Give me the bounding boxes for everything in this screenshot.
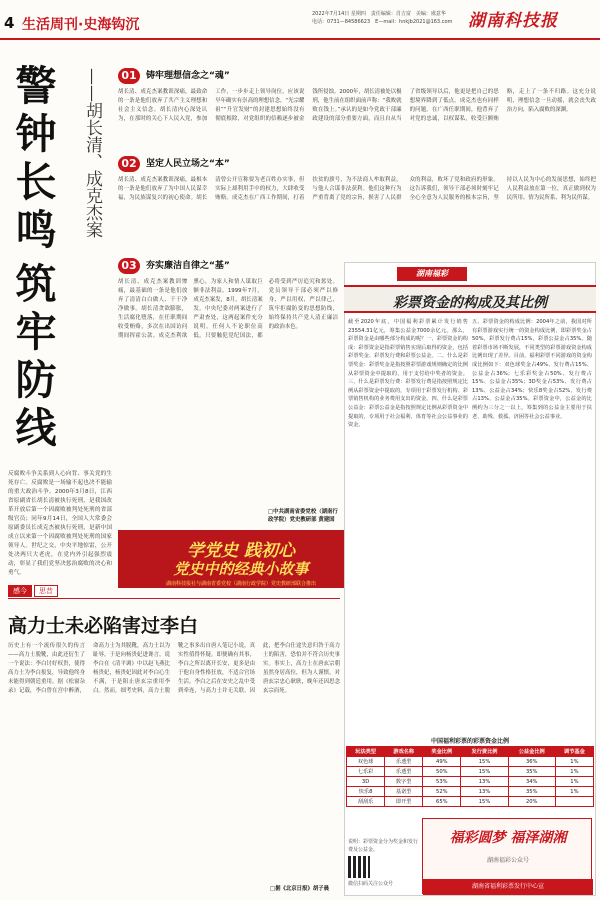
table-cell: 数字型 (385, 777, 423, 787)
pub-info-line-2: 电话：0731—84586623 E—mail：hnkjb2021@163.com (312, 19, 453, 25)
page-number: 4 (4, 14, 15, 32)
table-cell: 刮刮乐 (347, 797, 385, 807)
party-history-banner (118, 530, 364, 580)
newspaper-logo: 湖南科技报 (468, 11, 558, 31)
table-cell: 34% (508, 777, 555, 787)
headline-char: 筑 (15, 260, 57, 308)
section-03-bar (118, 258, 318, 274)
lottery-body-2: 五、彩票资金的构成比例：2004年之前，我国对所有彩票游戏实行统一的资金构成比例，即彩票奖金占50%，彩票发行费占15%，彩票公益金占35%。随着彩票市场不断发展，不同类型的彩票游戏资金构成比例出现了差异。目前，福利彩票不同游戏的资金构成比例如下：双色球奖金占49%、发行费占15%、公益金占36%；七乐彩奖金占50%、发行费占15%、公益金占35%；3D奖金占53%、发行费占13%、公益金占34%；快乐8奖金占52%、发行费占13%、公益金占35%。彩票资金中，公益金的比例约为三分之一以上，筹集到的公益金主要用于扶老、助残、救孤、济困等社会公益事业。 (472, 319, 592, 420)
table-cell: 1% (555, 787, 593, 797)
table-header: 发行费比例 (461, 747, 508, 757)
table-cell: 15% (461, 767, 508, 777)
section-01-bar (118, 68, 318, 84)
section-01-number: 01 (118, 68, 140, 84)
table-header-row (347, 747, 594, 757)
headline-char: 钟 (15, 110, 57, 158)
headline-char: 长 (15, 158, 57, 206)
ad-title: 福彩圆梦 福泽湖湘 (449, 830, 567, 846)
table-header: 游戏名称 (385, 747, 423, 757)
table-cell: 52% (423, 787, 461, 797)
section-02-number: 02 (118, 156, 140, 172)
lottery-logo: 湖南福彩 (397, 267, 467, 281)
table-cell: 50% (423, 767, 461, 777)
section-02-body: 胡长清、成克杰案教训深痛，最根本的一条是他们放弃了为中国人民谋幸福，为民族谋复兴的初心使命。胡长清曾公开宣称要为老百姓办实事，但实际上却利用手中的权力，大肆收受贿赂。成克杰在广西工作期间，打着扶贫的旗号，为不法商人牟取利益，与他人合谋非法获利。他们这种行为严重背离了党的宗旨，损害了人民群众的利益，败坏了党和政府的形象。这告诉我们，领导干部必须时刻牢记全心全意为人民服务的根本宗旨，坚持以人民为中心的发展思想，始终把人民利益放在第一位，真正做到权为民所用、情为民所系、利为民所谋。 (118, 177, 596, 201)
qr-code-icon[interactable] (348, 856, 370, 878)
table-cell: 乐透型 (385, 767, 423, 777)
publication-info (312, 10, 462, 26)
table-cell: 七乐彩 (347, 767, 385, 777)
essay-tag-1: 感今 (8, 585, 32, 597)
lottery-table-title: 中国福利彩票的彩票资金比例 (430, 738, 509, 745)
table-header: 奖金比例 (423, 747, 461, 757)
table-cell: 13% (461, 787, 508, 797)
table-row (347, 777, 594, 787)
section-title: 生活周刊·史海钩沉 (22, 17, 140, 33)
table-cell: 乐透型 (385, 757, 423, 767)
section-source: □中共湖南省委党校（湖南行政学院）党史教研部 黄建国 (268, 509, 338, 523)
table-cell: 49% (423, 757, 461, 767)
headline-char: 牢 (15, 308, 57, 356)
banner-line-1: 学党史 践初心 (187, 541, 295, 561)
table-row (347, 767, 594, 777)
lottery-title: 彩票资金的构成及其比例 (393, 295, 547, 311)
headline-char: 警 (15, 62, 57, 110)
table-row (347, 787, 594, 797)
banner-line-2: 党史中的经典小故事 (173, 560, 309, 578)
pub-info-line-1: 2022年7月14日 星期四 责任编辑：肖吉富 美编：虞意华 (312, 11, 446, 17)
essay-source: □据《北京日报》胡子晨 (270, 886, 329, 892)
section-03-number: 03 (118, 258, 140, 274)
section-01-body: 胡长清、成克杰案教训深痛，最致命的一条是他们放弃了共产主义理想和社会主义信念。胡长清内心深处认为，在那时的关心下人民入党，参加工作，一步步走上领导岗位，应该说早年确实有崇高的理想信念，“光宗耀祖”“升官发财”的封建思想始终没有彻底根除，对党组织的信赖逐步被金钱所侵蚀。2000年，胡长清被处以极刑，他生前在组织面前声称：“我败就败在钱上。”承认的是如今党政干部廉政建设的部分重要方面，而且自从当了省级领导以后，他更是把自己的思想境界降到了低点。成克杰也有同样的问题。在广西任职期间，他背弃了对党的忠诚，以权谋私，收受巨额贿赂，走上了一条不归路。这充分说明，理想信念一旦动摇，就会丧失政治方向，陷入腐败的深渊。 (118, 89, 596, 122)
table-cell: 20% (508, 797, 555, 807)
table-cell: 35% (508, 767, 555, 777)
table-header: 玩法类型 (347, 747, 385, 757)
table-cell: 1% (555, 767, 593, 777)
headline-char: 鸣 (15, 206, 57, 254)
headline-part-1 (8, 62, 64, 254)
section-02-title: 坚定人民立场之“本” (146, 159, 230, 169)
banner-caption: 湖南科技报社与湖南省委党校（湖南行政学院）党史教研部联合推出 (118, 580, 364, 588)
section-01-title: 铸牢理想信念之“魂” (146, 71, 230, 81)
table-header: 公益金比例 (508, 747, 555, 757)
table-cell: 3D (347, 777, 385, 787)
essay-title: 高力士未必陷害过李白 (8, 615, 199, 637)
essay-body: 历史上有一个流传很久的传言——高力士脱靴，由此还衍生了一个说法：李白讨好权贵，使得高力士为李白报复，导致他终身未能得到朝廷重用。据《松窗杂录》记载，李白曾在宫中醉酒，命高力士为其脱靴，高力士以为耻辱，于是向杨贵妃进谗言，说李白在《清平调》中以赵飞燕比杨贵妃，杨贵妃因此对李白心生不满，于是阻止唐玄宗重用李白。然而，细考史料，高力士脱靴之事多出自唐人笔记小说，真实性值得怀疑。即便确有其事，李白之所以离开长安，更多是由于他自身性格狂放，不适合官场生活。李白之后在安史之乱中受到牵连，与高力士并无关联。因此，把李白仕途失意归咎于高力士的陷害，恐怕并不符合历史事实。事实上，高力士在唐玄宗朝虽然身居高位，但为人谨慎，对唐玄宗忠心耿耿，晚年还因思念玄宗而死。 (8, 643, 340, 694)
table-cell: 即开型 (385, 797, 423, 807)
table-cell: 1% (555, 757, 593, 767)
table-cell (555, 797, 593, 807)
table-cell: 快乐8 (347, 787, 385, 797)
table-header: 调节基金 (555, 747, 593, 757)
lottery-title-bar (344, 285, 596, 313)
table-cell: 36% (508, 757, 555, 767)
headline-byline: ——胡长清、成克杰案 (82, 68, 102, 238)
table-cell: 15% (461, 757, 508, 767)
lead-paragraph: 反腐败斗争关系到人心向背、事关党的生死存亡。反腐败是一场输不起也决不能输的重大政治斗争。2000年3月8日，江西省原副省长胡长清被执行死刑，是我国改革开放后第一个因腐败被判处死刑的省部级官员；同年9月14日，全国人大常委会原副委员长成克杰被执行死刑，是新中国成立以来第一个因腐败被判处死刑的国家领导人。世纪之交，中央平地惊雷，公开处决两只大老虎，在党内外引起强烈震动，彰显了我们党坚决惩治腐败的决心和勇气。 (8, 471, 112, 576)
section-03-title: 夯实廉洁自律之“基” (146, 261, 230, 271)
table-cell: 双色球 (347, 757, 385, 767)
table-cell: 基诺型 (385, 787, 423, 797)
headline-part-2 (8, 260, 64, 452)
essay-divider (8, 598, 340, 599)
qr-caption: 微信扫码关注公众号 (348, 881, 394, 887)
section-03-body: 胡长清、成克杰案教训惨痛，最基础的一条是他们放弃了清清白白做人、干干净净做事。胡长清贪欲膨胀，生活腐化堕落，在任职期间收受贿赂，多次在出国访问期间挥霍公款。成克杰利欲熏心，为家人和情人谋取巨额非法利益。1999年7月，成克杰案发，8月，胡长清案发。中央纪委对两案进行了严肃查处，这两起案件充分说明，任何人不论职位高低，只要触犯党纪国法，都必将受到严厉追究和惩处。党员领导干部必须严以修身、严以用权、严以律己，筑牢拒腐防变的思想防线，始终保持共产党人清正廉洁的政治本色。 (118, 279, 338, 339)
lottery-note: 说明：彩票资金分为奖金和发行费及公益金。 (348, 839, 419, 853)
ad-footer: 湖南省福利彩票发行中心宣 (423, 879, 593, 895)
headline-char: 线 (15, 404, 57, 452)
table-row (347, 797, 594, 807)
table-cell: 35% (508, 787, 555, 797)
lottery-ratio-table (346, 746, 594, 807)
table-cell: 13% (461, 777, 508, 787)
table-cell: 53% (423, 777, 461, 787)
table-cell: 65% (423, 797, 461, 807)
lottery-ad (422, 818, 592, 894)
essay-tag-2: 思昔 (34, 585, 58, 597)
ad-subtitle: 湖南福彩公众号 (486, 857, 529, 864)
lottery-body-1: 截至2020年底，中国福利彩票累计发行销售23554.31亿元，筹集公益金7000余亿元。那么，彩票资金是由哪些部分构成的呢？一、彩票资金的构成：彩票资金是指彩票销售实现后取得的资金，包括彩票奖金、彩票发行费和彩票公益金。二、什么是彩票奖金：彩票奖金是指按照彩票游戏规则确定的比例从彩票资金中提取的，用于支付给中奖者的资金。三、什么是彩票发行费：彩票发行费是指按照规定比例从彩票资金中提取的，专项用于彩票发行机构、彩票销售机构的业务费用支出的资金。四、什么是彩票公益金：彩票公益金是指按照规定比例从彩票资金中提取的，专项用于社会福利、体育等社会公益事业的资金。 (348, 319, 468, 429)
table-row (347, 757, 594, 767)
table-cell: 1% (555, 777, 593, 787)
headline-char: 防 (15, 356, 57, 404)
section-02-bar (118, 156, 318, 172)
table-cell: 15% (461, 797, 508, 807)
